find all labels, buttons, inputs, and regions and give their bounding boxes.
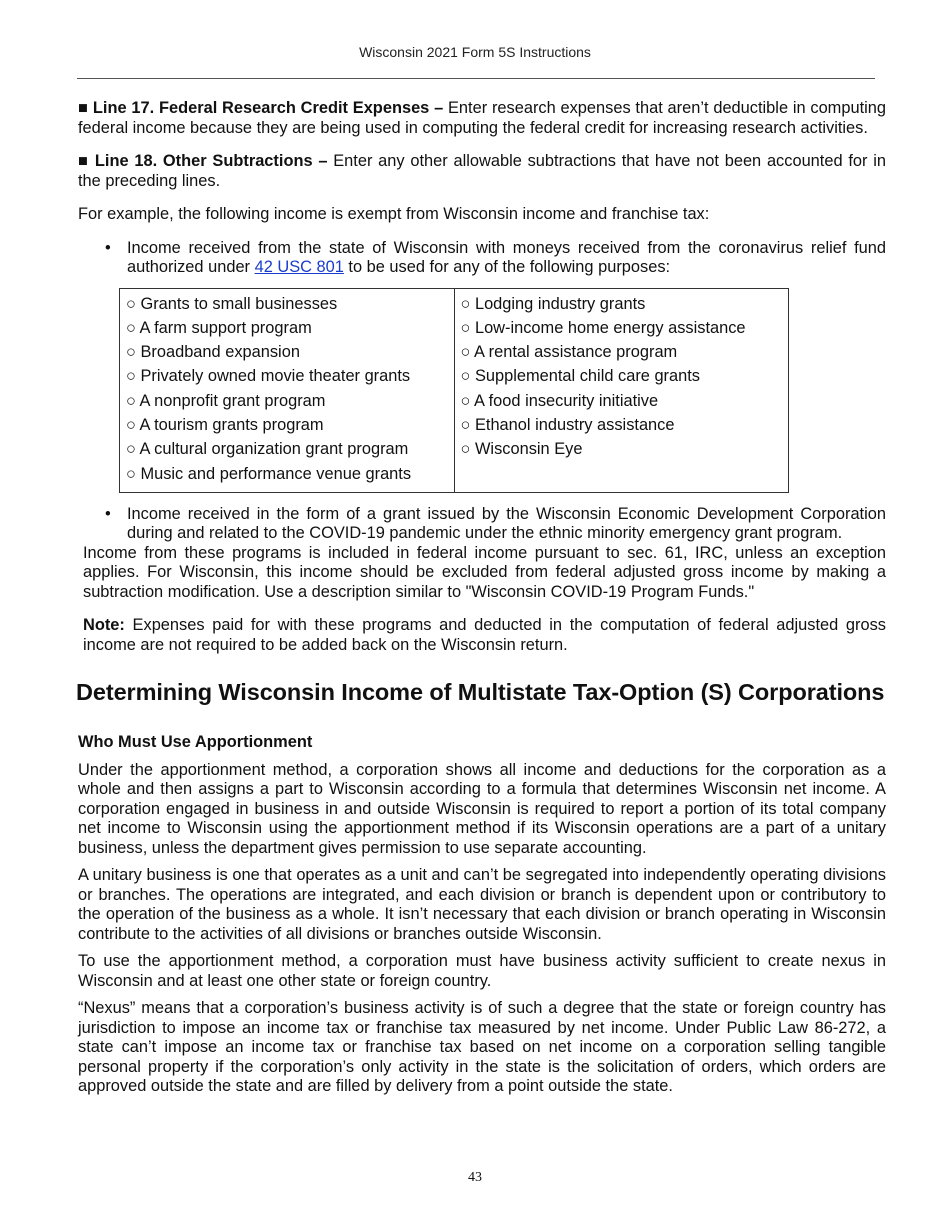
note-paragraph [78, 616, 886, 655]
grant-item: ○ Grants to small businesses [126, 294, 338, 313]
page-content [78, 99, 886, 1097]
line-17-paragraph [78, 99, 886, 138]
exempt-income-item [78, 505, 886, 544]
line-18-marker: ■ [78, 152, 90, 170]
grant-item: ○ A nonprofit grant program [126, 391, 326, 410]
grant-item: ○ Supplemental child care grants [460, 367, 700, 386]
usc-801-link[interactable]: 42 USC 801 [254, 258, 344, 276]
exempt-income-list [78, 239, 886, 278]
subsection-title: Who Must Use Apportionment [78, 733, 313, 752]
line-17-marker: ■ [78, 99, 89, 117]
exempt-income-item [78, 239, 886, 278]
section-title: Determining Wisconsin Income of Multistate Tax-Option (S) Corporations [76, 679, 885, 706]
bullet-icon: • [105, 238, 111, 257]
header-divider [77, 78, 875, 79]
bullet-1-text-after: to be used for any of the following purposes: [343, 258, 671, 276]
line-17-text: Enter research expenses that aren’t deductible in computing federal income because they are being used in computing the federal credit for increasing research activities. [78, 99, 886, 137]
body-paragraph: A unitary business is one that operates as a unit and can’t be segregated into independently operating divisions or branches. The operations are integrated, and each division or branch is dependent upon or contributory to the operation of the business as a whole. It isn’t necessary that each division or branch operating in Wisconsin contribute to the activities of all divisions or branches outside Wisconsin. [78, 866, 886, 943]
grant-item: ○ Ethanol industry assistance [460, 415, 675, 434]
grant-purposes-table [119, 288, 789, 493]
body-paragraph: Under the apportionment method, a corporation shows all income and deductions for the corporation as a whole and then assigns a part to Wisconsin according to a formula that determines Wisconsin net income. A corporation engaged in business in and outside Wisconsin is required to report a portion of its total company net income to Wisconsin using the apportionment method if its Wisconsin operations are a part of a unitary business, unless the department gives permission to use separate accounting. [78, 760, 886, 857]
grant-item: ○ Lodging industry grants [460, 294, 646, 313]
bullet-icon: • [105, 504, 111, 523]
grant-column-left [120, 288, 455, 492]
bullet-1-text-before: Income received from the state of Wisconsin with moneys received from the coronavirus relief fund authorized under [127, 238, 886, 276]
page-number: 43 [468, 1170, 482, 1185]
grant-item: ○ A food insecurity initiative [460, 391, 659, 410]
grant-item: ○ A cultural organization grant program [126, 440, 409, 459]
body-paragraph: To use the apportionment method, a corporation must have business activity sufficient to create nexus in Wisconsin and at least one other state or foreign country. [78, 952, 886, 990]
grant-item: ○ Wisconsin Eye [460, 440, 583, 459]
grant-item: ○ A rental assistance program [460, 343, 678, 362]
grant-item: ○ A tourism grants program [126, 415, 324, 434]
example-intro: For example, the following income is exempt from Wisconsin income and franchise tax: [78, 205, 710, 223]
grant-item: ○ Music and performance venue grants [126, 464, 412, 483]
line-18-heading: Line 18. Other Subtractions – [94, 152, 328, 170]
grant-item: ○ Privately owned movie theater grants [126, 367, 411, 386]
note-label: Note: [83, 616, 125, 635]
note-text: Expenses paid for with these programs and deducted in the computation of federal adjusted gross income are not required to be added back on the Wisconsin return. [83, 616, 886, 654]
grant-item: ○ A farm support program [126, 318, 312, 337]
body-paragraph: “Nexus” means that a corporation’s business activity is of such a degree that the state or foreign country has jurisdiction to impose an income tax or franchise tax measured by net income. Under Public Law 86-272, a state can’t impose an income tax or franchise tax based on net income on a corporation selling tangible personal property if the corporation’s only activity in the state is the solicitation of orders, which orders are approved outside the state and are filled by delivery from a point outside the state. [78, 999, 886, 1096]
line-17-heading: Line 17. Federal Research Credit Expenses – [92, 99, 444, 117]
grant-item: ○ Broadband expansion [126, 343, 300, 362]
income-paragraph: Income from these programs is included in federal income pursuant to sec. 61, IRC, unless an exception applies. For Wisconsin, this income should be excluded from federal adjusted gross income by making a subtraction modification. Use a description similar to "Wisconsin COVID-19 Program Funds." [83, 543, 886, 601]
grant-column-right [454, 288, 789, 492]
line-18-paragraph [78, 152, 886, 191]
line-18-text: Enter any other allowable subtractions that have not been accounted for in the preceding lines. [78, 152, 887, 190]
exempt-income-list-2 [78, 505, 886, 544]
grant-item: ○ Low-income home energy assistance [460, 318, 746, 337]
page-header: Wisconsin 2021 Form 5S Instructions [359, 44, 591, 60]
bullet-2-text: Income received in the form of a grant issued by the Wisconsin Economic Development Corporation during and related to the COVID-19 pandemic under the ethnic minority emergency grant program. [127, 504, 886, 543]
